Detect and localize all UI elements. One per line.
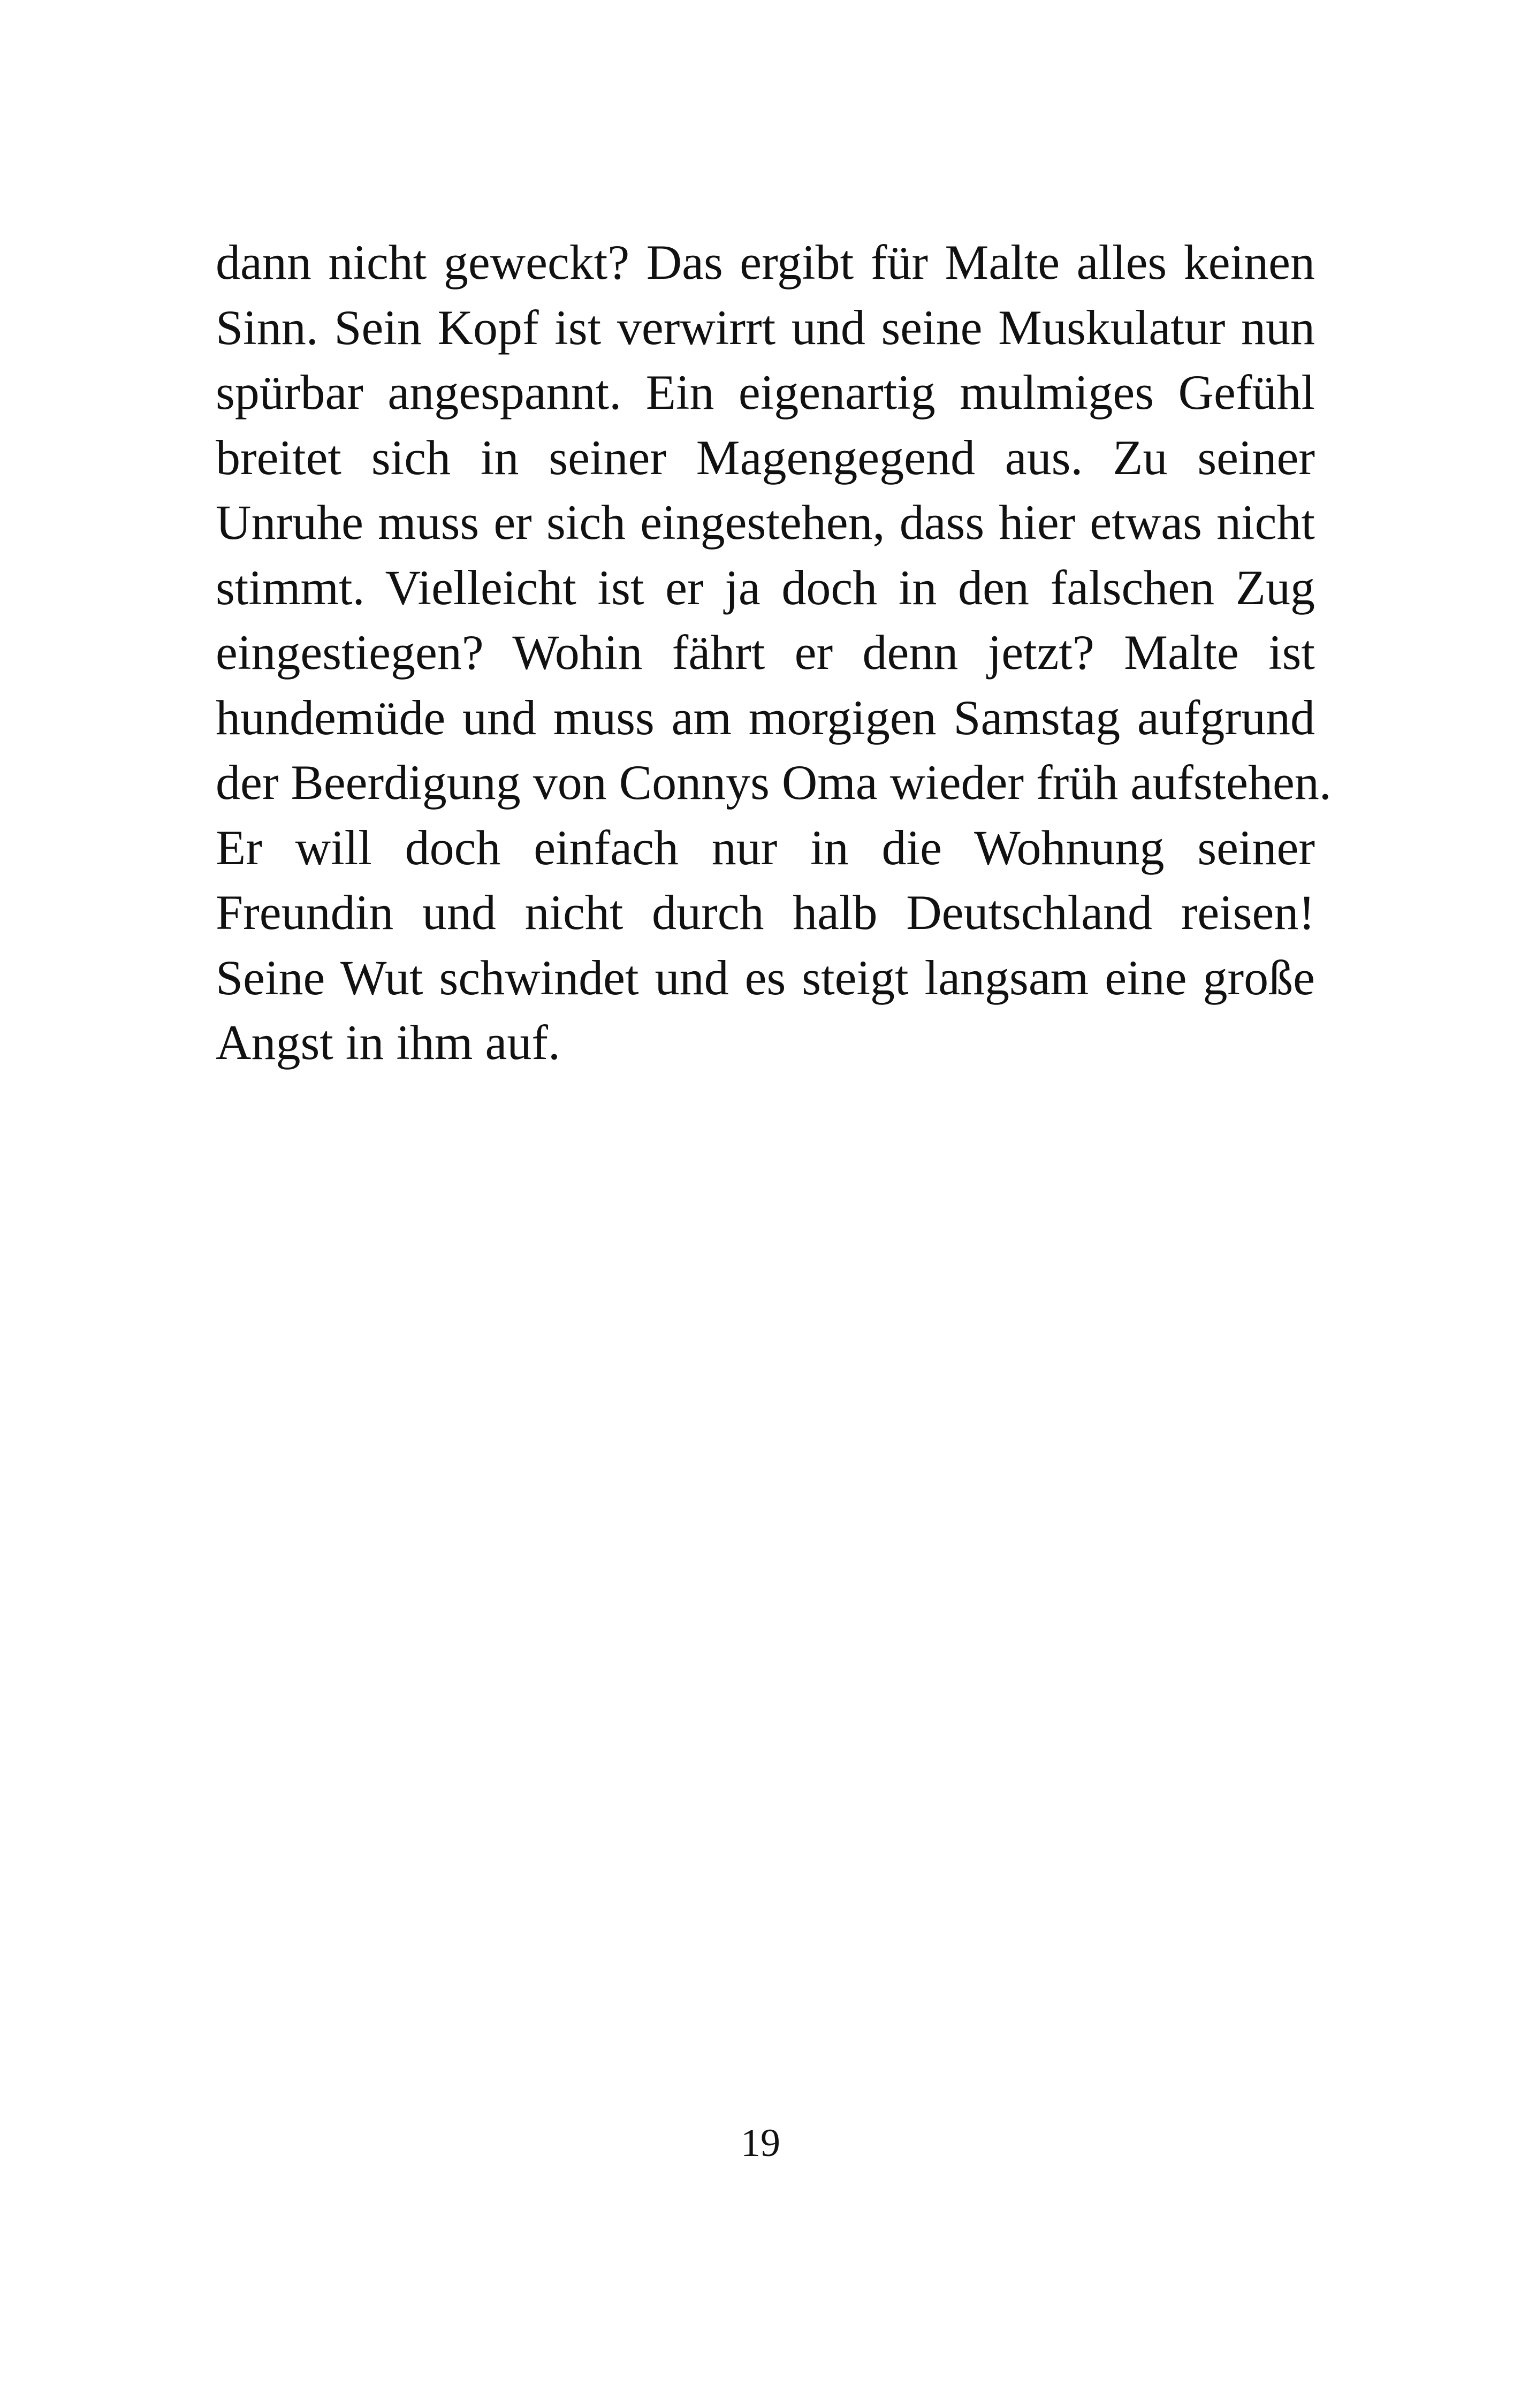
text-line: Unruhe muss er sich eingestehen, dass hier etwas nicht <box>216 495 1315 550</box>
text-line: eingestiegen? Wohin fährt er denn jetzt? Malte ist <box>216 625 1315 680</box>
text-line: Sinn. Sein Kopf ist verwirrt und seine Muskulatur nun <box>216 300 1315 355</box>
text-line: hundemüde und muss am morgigen Samstag aufgrund <box>216 690 1315 745</box>
text-line: Er will doch einfach nur in die Wohnung seiner <box>216 820 1315 875</box>
text-line: Seine Wut schwindet und es steigt langsam eine große <box>216 950 1315 1005</box>
text-line: Angst in ihm auf. <box>216 1015 560 1070</box>
text-line: Freundin und nicht durch halb Deutschland reisen! <box>216 885 1315 940</box>
body-text <box>216 230 1332 1076</box>
text-line: stimmt. Vielleicht ist er ja doch in den falschen Zug <box>216 560 1315 615</box>
text-line: spürbar angespannt. Ein eigenartig mulmiges Gefühl <box>216 365 1315 420</box>
text-line: breitet sich in seiner Magengegend aus. Zu seiner <box>216 430 1315 485</box>
text-line: dann nicht geweckt? Das ergibt für Malte alles keinen <box>216 235 1315 289</box>
text-line: der Beerdigung von Connys Oma wieder früh aufstehen. <box>216 755 1332 810</box>
page-number: 19 <box>741 2121 780 2165</box>
